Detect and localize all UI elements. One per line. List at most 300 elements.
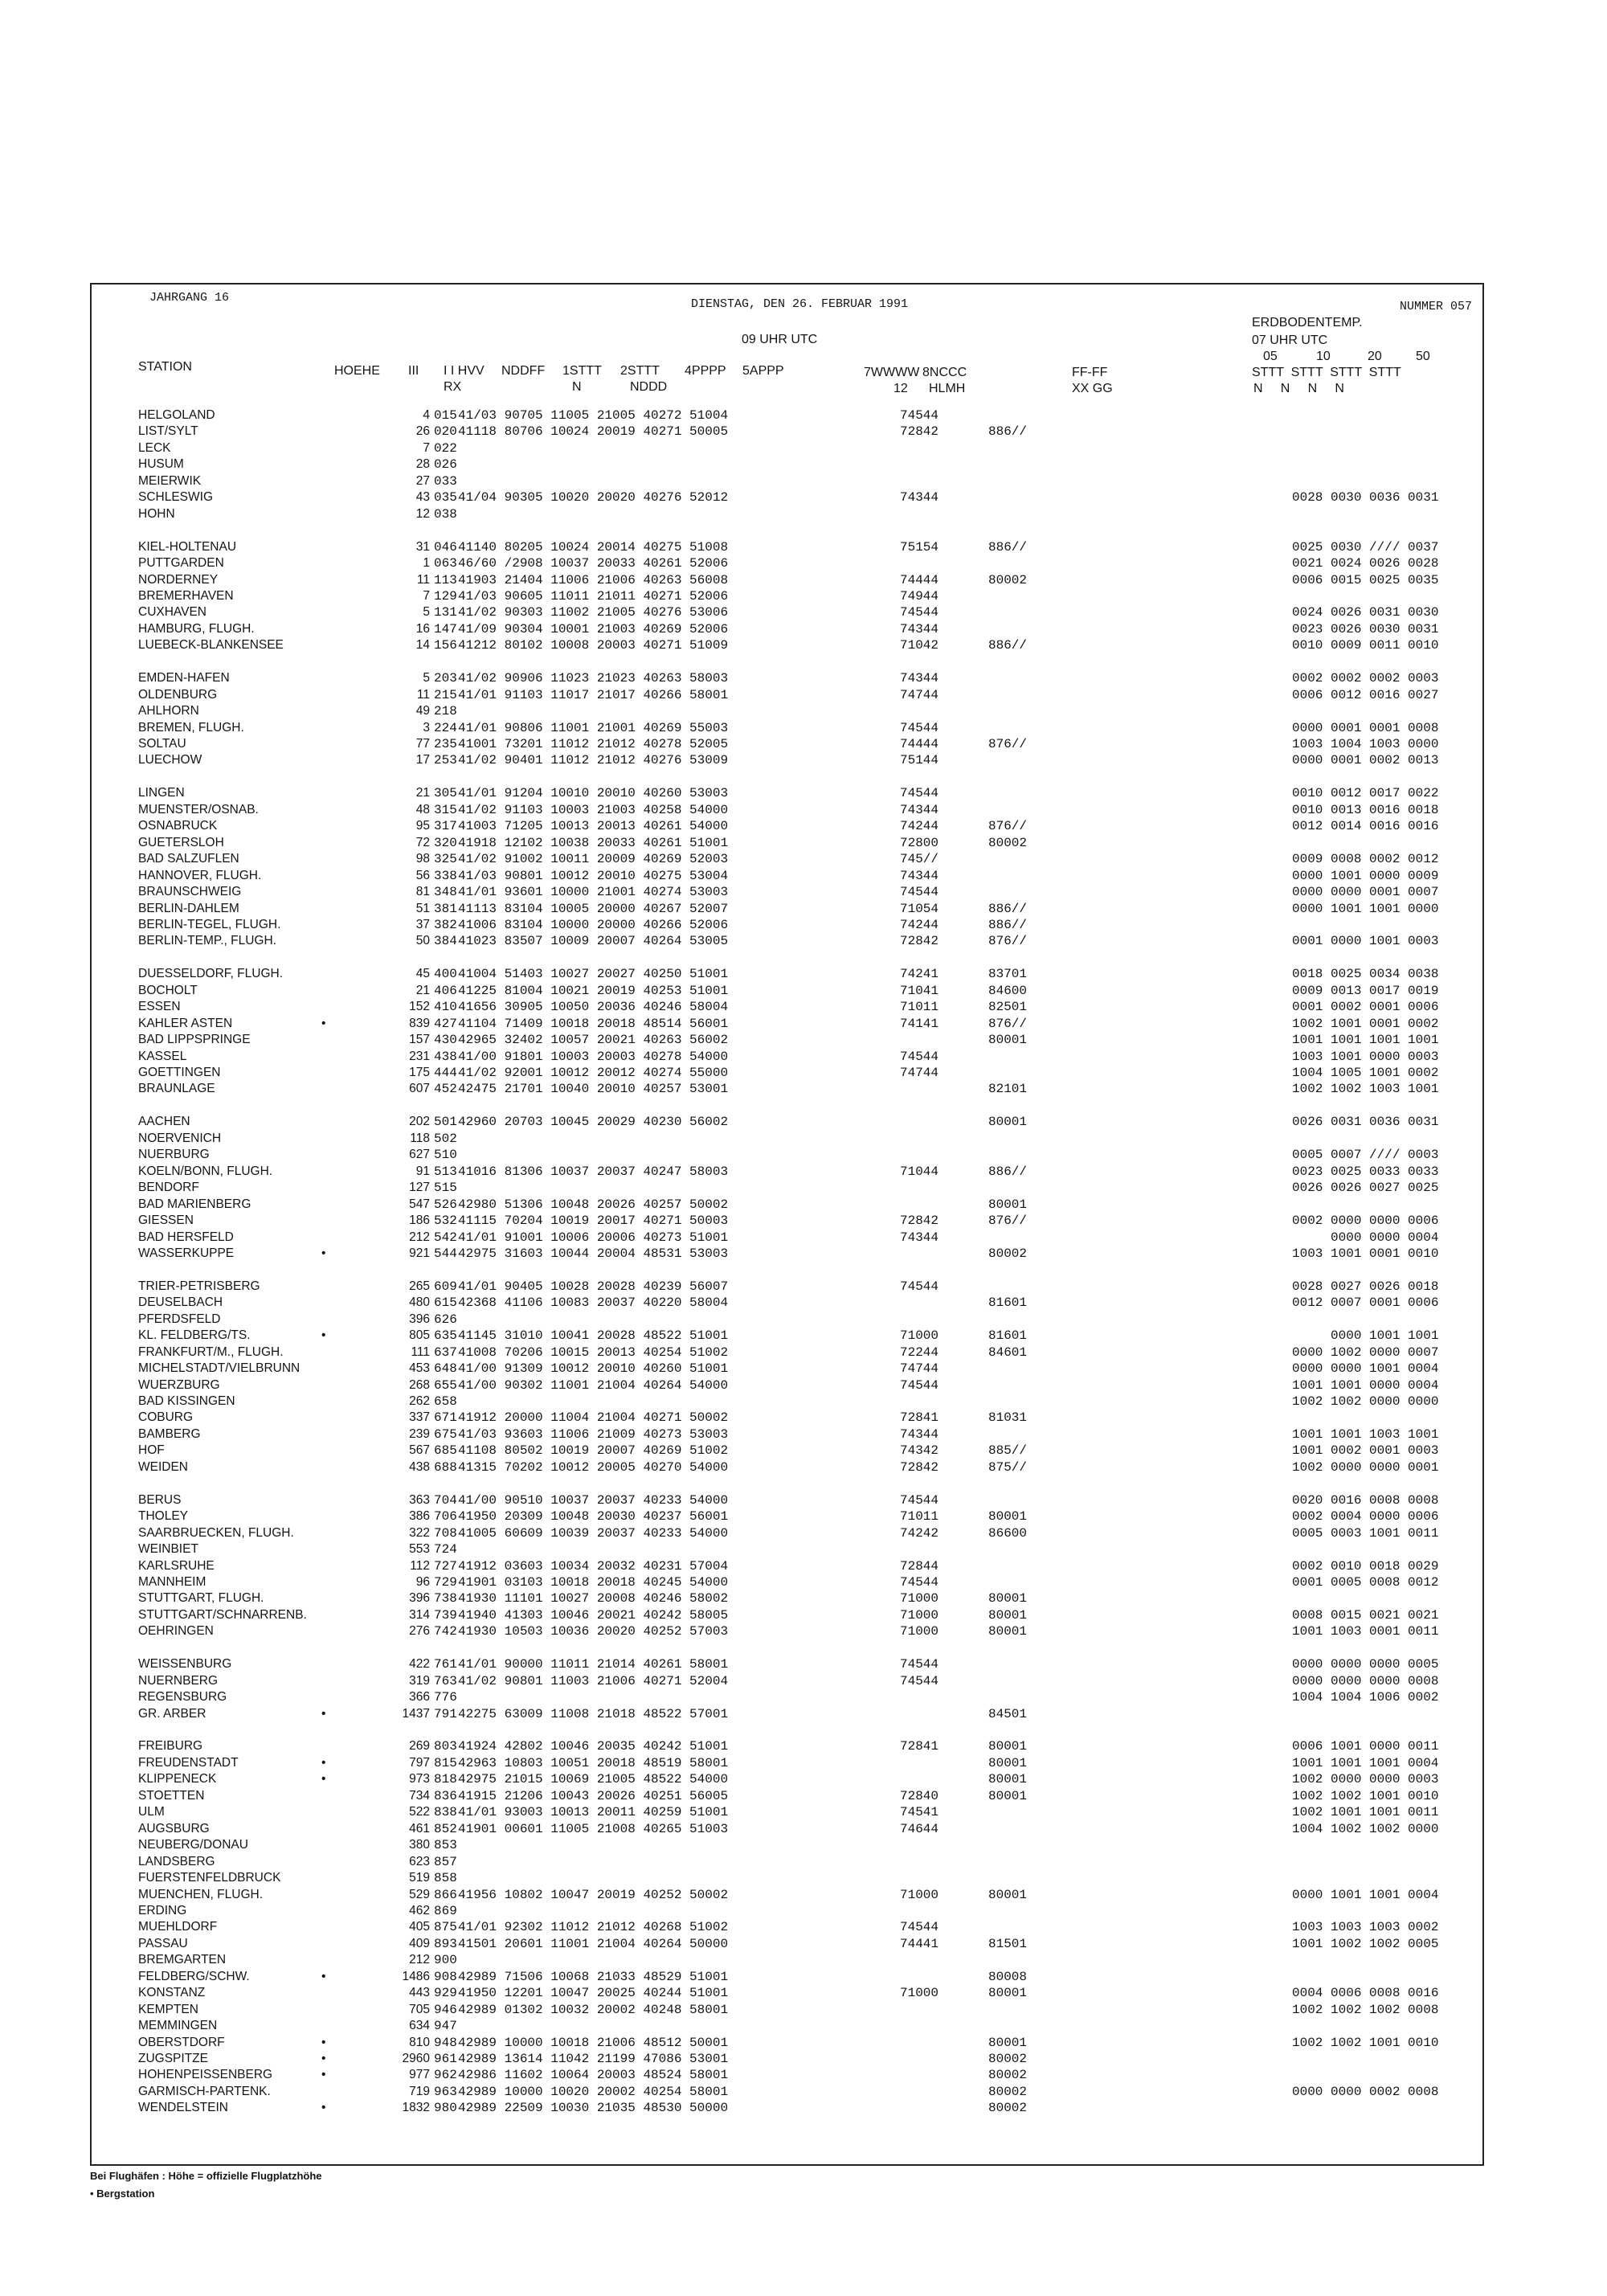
synop-groups: 41/01 91103 11017 21017 40266 58001 xyxy=(458,687,729,702)
table-row xyxy=(48,473,1495,489)
erdboden-values: 1002 0000 0000 0001 xyxy=(1292,1459,1439,1475)
station-iii: 609 xyxy=(434,1279,457,1294)
group-7wwww: 74541 xyxy=(900,1805,939,1820)
group-8nccc: 80002 xyxy=(988,2068,1028,2083)
station-hoehe: 231 xyxy=(409,1049,430,1063)
group-8nccc: 84601 xyxy=(988,1344,1028,1360)
station-hoehe: 45 xyxy=(415,967,430,981)
station-iii: 803 xyxy=(434,1739,457,1754)
synop-groups: 42975 31603 10044 20004 48531 53003 xyxy=(458,1246,729,1261)
station-iii: 947 xyxy=(434,2019,457,2034)
station-hoehe: 95 xyxy=(415,819,430,833)
erdboden-values: 1003 1001 0000 0003 xyxy=(1292,1049,1439,1064)
station-name: REGENSBURG xyxy=(138,1690,227,1705)
station-name: AACHEN xyxy=(138,1115,190,1129)
station-iii: 852 xyxy=(434,1821,457,1836)
station-hoehe: 212 xyxy=(409,1230,430,1244)
station-hoehe: 152 xyxy=(409,1000,430,1014)
bergstation-marker: • xyxy=(321,1246,326,1260)
erdboden-values: 0002 0002 0002 0003 xyxy=(1292,671,1439,686)
station-name: MUENCHEN, FLUGH. xyxy=(138,1887,264,1901)
synop-groups: 42963 10803 10051 20018 48519 58001 xyxy=(458,1755,729,1770)
group-8nccc: 80001 xyxy=(988,1607,1028,1623)
table-row xyxy=(48,2018,1495,2034)
synop-groups: 41140 80205 10024 20014 40275 51008 xyxy=(458,539,729,555)
station-hoehe: 461 xyxy=(409,1821,430,1836)
group-7wwww: 74544 xyxy=(900,1492,939,1508)
erdboden-values: 0006 1001 0000 0011 xyxy=(1292,1739,1439,1754)
station-iii: 022 xyxy=(434,440,457,456)
group-7wwww: 71000 xyxy=(900,1591,939,1606)
table-row xyxy=(48,835,1495,851)
station-iii: 406 xyxy=(434,983,457,998)
col-ffff: FF-FF xyxy=(1072,366,1108,379)
table-row xyxy=(48,1361,1495,1377)
station-iii: 325 xyxy=(434,852,457,867)
table-row xyxy=(48,818,1495,834)
erdboden-values: 0028 0027 0026 0018 xyxy=(1292,1279,1439,1294)
erdboden-values: 0000 1001 1001 0000 xyxy=(1292,901,1439,916)
station-name: PASSAU xyxy=(138,1936,188,1950)
station-hoehe: 118 xyxy=(410,1131,430,1145)
group-7wwww: 75144 xyxy=(900,753,939,768)
group-7wwww: 71054 xyxy=(900,901,939,916)
station-iii: 869 xyxy=(434,1903,457,1918)
station-hoehe: 386 xyxy=(409,1509,430,1524)
erdboden-values: 1001 1001 1001 0004 xyxy=(1292,1755,1439,1770)
erdboden-values: 0005 0003 1001 0011 xyxy=(1292,1525,1439,1541)
erdboden-values: 0000 0000 0001 0007 xyxy=(1292,885,1439,900)
table-row xyxy=(48,407,1495,424)
group-8nccc: 82501 xyxy=(988,1000,1028,1015)
group-7wwww: 74344 xyxy=(900,1426,939,1442)
table-row xyxy=(48,1854,1495,1870)
synop-groups: 42368 41106 10083 20037 40220 58004 xyxy=(458,1295,729,1311)
table-row xyxy=(48,1558,1495,1574)
station-iii: 515 xyxy=(434,1181,457,1196)
erdboden-values: 0026 0026 0027 0025 xyxy=(1292,1181,1439,1196)
table-row xyxy=(48,1771,1495,1787)
station-name: LINGEN xyxy=(138,786,185,800)
erdboden-values: 1003 1004 1003 0000 xyxy=(1292,737,1439,751)
station-name: OBERSTDORF xyxy=(138,2035,225,2049)
nummer-label: NUMMER 057 xyxy=(1400,300,1473,313)
station-name: WASSERKUPPE xyxy=(138,1246,235,1260)
erdboden-values: 0020 0016 0008 0008 xyxy=(1292,1492,1439,1508)
station-iii: 742 xyxy=(434,1624,457,1639)
footer-bergstation: • Bergstation xyxy=(90,2188,155,2200)
group-7wwww: 74141 xyxy=(900,1016,939,1031)
uhr07-label: 07 UHR UTC xyxy=(1252,334,1328,347)
table-row xyxy=(48,720,1495,736)
group-7wwww: 71000 xyxy=(900,1328,939,1344)
col-iihvv: I I HVV xyxy=(444,364,485,378)
group-7wwww: 74544 xyxy=(900,885,939,900)
group-8nccc: 80002 xyxy=(988,572,1028,587)
station-name: NORDERNEY xyxy=(138,572,219,587)
erdboden-values: 0000 1001 0000 0009 xyxy=(1292,868,1439,883)
station-iii: 382 xyxy=(434,917,457,932)
group-7wwww: 74544 xyxy=(900,408,939,423)
station-name: KONSTANZ xyxy=(138,1986,206,2000)
table-row xyxy=(48,703,1495,719)
group-8nccc: 80001 xyxy=(988,1887,1028,1902)
col-12: 12 xyxy=(893,382,908,395)
station-iii: 410 xyxy=(434,1000,457,1015)
table-row xyxy=(48,1246,1495,1262)
date-label: DIENSTAG, DEN 26. FEBRUAR 1991 xyxy=(691,297,909,311)
erdboden-values: 1002 1002 1003 1001 xyxy=(1292,1082,1439,1097)
erdboden-values: 0000 0000 0004 xyxy=(1292,1230,1439,1245)
table-row xyxy=(48,1673,1495,1689)
station-iii: 542 xyxy=(434,1230,457,1245)
station-iii: 381 xyxy=(434,901,457,916)
synop-groups: 41225 81004 10021 20019 40253 51001 xyxy=(458,983,729,998)
synop-groups: 41001 73201 11012 21012 40278 52005 xyxy=(458,737,729,751)
bergstation-marker: • xyxy=(321,1755,326,1770)
bergstation-marker: • xyxy=(321,1706,326,1721)
station-name: BENDORF xyxy=(138,1181,199,1195)
station-name: BAD HERSFELD xyxy=(138,1230,234,1244)
erdboden-values: 1002 1002 0000 0000 xyxy=(1292,1394,1439,1409)
station-name: MICHELSTADT/VIELBRUNN xyxy=(138,1361,301,1376)
station-hoehe: 567 xyxy=(409,1443,430,1458)
group-7wwww: 71000 xyxy=(900,1887,939,1902)
station-hoehe: 91 xyxy=(415,1164,430,1178)
synop-groups: 42986 11602 10064 20003 48524 58001 xyxy=(458,2068,729,2083)
station-name: NUERBURG xyxy=(138,1148,210,1162)
station-name: WEISSENBURG xyxy=(138,1657,232,1672)
synop-groups: 41912 20000 11004 21004 40271 50002 xyxy=(458,1410,729,1426)
station-hoehe: 77 xyxy=(415,737,430,751)
synop-groups: 42989 10000 10020 20002 40254 58001 xyxy=(458,2084,729,2099)
table-row xyxy=(48,1426,1495,1443)
erdboden-values: 0002 0004 0000 0006 xyxy=(1292,1509,1439,1525)
station-iii: 444 xyxy=(434,1066,457,1080)
table-row xyxy=(48,1377,1495,1394)
synop-groups: 41901 03103 10018 20018 40245 54000 xyxy=(458,1574,729,1590)
group-8nccc: 84501 xyxy=(988,1706,1028,1721)
erdboden-values: 0010 0012 0017 0022 xyxy=(1292,786,1439,801)
table-row xyxy=(48,1788,1495,1804)
erdboden-values: 0001 0002 0001 0006 xyxy=(1292,1000,1439,1015)
station-hoehe: 4 xyxy=(423,408,430,422)
station-name: PUTTGARDEN xyxy=(138,556,224,571)
jahrgang-label: JAHRGANG 16 xyxy=(149,291,230,305)
table-row xyxy=(48,1821,1495,1837)
synop-groups: 42980 51306 10048 20026 40257 50002 xyxy=(458,1197,729,1212)
station-iii: 658 xyxy=(434,1394,457,1409)
station-hoehe: 28 xyxy=(415,457,430,472)
erdboden-values: 0009 0008 0002 0012 xyxy=(1292,852,1439,867)
station-iii: 729 xyxy=(434,1574,457,1590)
station-iii: 688 xyxy=(434,1459,457,1475)
table-row xyxy=(48,2002,1495,2018)
table-row xyxy=(48,1164,1495,1180)
station-name: BERLIN-DAHLEM xyxy=(138,901,239,915)
group-7wwww: 74444 xyxy=(900,572,939,587)
synop-groups: 41/00 90302 11001 21004 40264 54000 xyxy=(458,1377,729,1393)
table-row xyxy=(48,1887,1495,1903)
synop-groups: 41903 21404 11006 21006 40263 56008 xyxy=(458,572,729,587)
station-name: BAD KISSINGEN xyxy=(138,1394,235,1408)
station-name: STOETTEN xyxy=(138,1788,205,1803)
station-iii: 033 xyxy=(434,473,457,489)
table-row xyxy=(48,1706,1495,1722)
erdboden-values: 1001 1003 0001 0011 xyxy=(1292,1624,1439,1639)
erdboden-values: 1003 1003 1003 0002 xyxy=(1292,1920,1439,1935)
station-hoehe: 634 xyxy=(409,2019,430,2033)
group-7wwww: 74342 xyxy=(900,1443,939,1459)
station-hoehe: 112 xyxy=(410,1558,430,1573)
station-name: KAHLER ASTEN xyxy=(138,1016,233,1030)
station-iii: 502 xyxy=(434,1131,457,1146)
group-7wwww: 74544 xyxy=(900,720,939,735)
col-n: N xyxy=(572,380,582,394)
station-name: KIEL-HOLTENAU xyxy=(138,539,237,554)
group-8nccc: 886// xyxy=(988,539,1028,555)
station-hoehe: 269 xyxy=(409,1739,430,1754)
erdboden-values: 0000 0001 0002 0013 xyxy=(1292,753,1439,768)
station-iii: 218 xyxy=(434,704,457,719)
synop-groups: 41901 00601 11005 21008 40265 51003 xyxy=(458,1821,729,1836)
erdboden-values: 0008 0015 0021 0021 xyxy=(1292,1607,1439,1623)
table-row xyxy=(48,604,1495,620)
station-iii: 113 xyxy=(434,572,457,587)
synop-groups: 41/09 90304 10001 21003 40269 52006 xyxy=(458,621,729,636)
station-hoehe: 363 xyxy=(409,1492,430,1507)
bergstation-marker: • xyxy=(321,2052,326,2065)
station-name: BAMBERG xyxy=(138,1426,201,1441)
station-iii: 791 xyxy=(434,1706,457,1721)
table-row xyxy=(48,1837,1495,1853)
station-iii: 704 xyxy=(434,1492,457,1508)
erdboden-values: 1002 1001 1001 0011 xyxy=(1292,1805,1439,1820)
group-8nccc: 886// xyxy=(988,638,1028,653)
group-7wwww: 72842 xyxy=(900,1213,939,1229)
station-iii: 980 xyxy=(434,2101,457,2116)
station-name: FREUDENSTADT xyxy=(138,1755,239,1770)
station-name: HOHN xyxy=(138,506,175,521)
group-7wwww: 72842 xyxy=(900,424,939,440)
station-iii: 532 xyxy=(434,1213,457,1229)
station-hoehe: 623 xyxy=(409,1854,430,1868)
synop-groups: 42475 21701 10040 20010 40257 53001 xyxy=(458,1082,729,1097)
station-iii: 815 xyxy=(434,1755,457,1770)
erdboden-values: 1001 0002 0001 0003 xyxy=(1292,1443,1439,1459)
station-hoehe: 3 xyxy=(423,720,430,735)
station-name: HELGOLAND xyxy=(138,408,215,422)
table-row xyxy=(48,1607,1495,1623)
group-7wwww: 74344 xyxy=(900,621,939,636)
station-name: NUERNBERG xyxy=(138,1673,219,1688)
station-hoehe: 16 xyxy=(415,621,430,636)
synop-groups: 41/02 92001 10012 20012 40274 55000 xyxy=(458,1066,729,1080)
station-iii: 438 xyxy=(434,1049,457,1064)
table-row xyxy=(48,1180,1495,1196)
synop-groups: 41115 70204 10019 20017 40271 50003 xyxy=(458,1213,729,1229)
group-8nccc: 86600 xyxy=(988,1525,1028,1541)
station-iii: 962 xyxy=(434,2068,457,2083)
station-iii: 427 xyxy=(434,1016,457,1031)
bergstation-marker: • xyxy=(321,1328,326,1343)
group-7wwww: 74244 xyxy=(900,819,939,834)
station-hoehe: 405 xyxy=(409,1920,430,1934)
station-hoehe: 839 xyxy=(409,1016,430,1030)
group-7wwww: 72842 xyxy=(900,1459,939,1475)
station-name: BERLIN-TEGEL, FLUGH. xyxy=(138,917,281,931)
synop-groups: 42965 32402 10057 20021 40263 56002 xyxy=(458,1033,729,1048)
col-5appp: 5APPP xyxy=(742,364,784,378)
station-name: BERUS xyxy=(138,1492,182,1507)
group-7wwww: 72244 xyxy=(900,1344,939,1360)
station-hoehe: 7 xyxy=(423,440,430,455)
erdboden-values: 0000 0000 1001 0004 xyxy=(1292,1361,1439,1377)
station-name: HANNOVER, FLUGH. xyxy=(138,868,262,882)
station-name: HAMBURG, FLUGH. xyxy=(138,621,255,636)
station-iii: 836 xyxy=(434,1788,457,1803)
station-iii: 727 xyxy=(434,1558,457,1574)
station-hoehe: 7 xyxy=(423,588,430,603)
station-iii: 305 xyxy=(434,786,457,801)
col-hoehe: HOEHE xyxy=(334,364,380,378)
table-row xyxy=(48,637,1495,653)
table-row xyxy=(48,1755,1495,1771)
station-iii: 671 xyxy=(434,1410,457,1426)
station-hoehe: 265 xyxy=(409,1279,430,1293)
synop-groups: 42960 20703 10045 20029 40230 56002 xyxy=(458,1115,729,1130)
station-name: NOERVENICH xyxy=(138,1131,222,1145)
station-hoehe: 480 xyxy=(409,1295,430,1310)
bergstation-marker: • xyxy=(321,1016,326,1030)
group-8nccc: 80001 xyxy=(988,1624,1028,1639)
group-7wwww: 74544 xyxy=(900,605,939,620)
group-7wwww: 74242 xyxy=(900,1525,939,1541)
station-hoehe: 81 xyxy=(415,885,430,899)
synop-groups: 41950 12201 10047 20025 40244 51001 xyxy=(458,1986,729,2001)
station-name: ZUGSPITZE xyxy=(138,2052,208,2065)
table-row xyxy=(48,2051,1495,2067)
group-7wwww: 74544 xyxy=(900,1657,939,1672)
station-name: SAARBRUECKEN, FLUGH. xyxy=(138,1525,294,1540)
station-hoehe: 37 xyxy=(415,917,430,931)
col-depth-10: 10 xyxy=(1316,350,1331,363)
station-iii: 035 xyxy=(434,490,457,505)
station-name: KL. FELDBERG/TS. xyxy=(138,1328,251,1343)
col-2sttt: 2STTT xyxy=(620,364,660,378)
station-name: GARMISCH-PARTENK. xyxy=(138,2084,271,2098)
erdboden-values: 1004 1004 1006 0002 xyxy=(1292,1690,1439,1705)
station-iii: 866 xyxy=(434,1887,457,1902)
synop-groups: 41912 03603 10034 20032 40231 57004 xyxy=(458,1558,729,1574)
erdboden-values: 1002 0000 0000 0003 xyxy=(1292,1772,1439,1787)
synop-groups: 41104 71409 10018 20018 48514 56001 xyxy=(458,1016,729,1031)
erdboden-values: 0023 0025 0033 0033 xyxy=(1292,1164,1439,1179)
station-hoehe: 56 xyxy=(415,868,430,882)
station-hoehe: 21 xyxy=(415,983,430,997)
erdboden-values: 0018 0025 0034 0038 xyxy=(1292,967,1439,982)
station-name: GOETTINGEN xyxy=(138,1066,221,1079)
synop-groups: 41/04 90305 10020 20020 40276 52012 xyxy=(458,490,729,505)
station-name: BOCHOLT xyxy=(138,983,198,997)
station-name: PFERDSFELD xyxy=(138,1312,221,1326)
erdboden-values: 1002 1002 1001 0010 xyxy=(1292,2035,1439,2050)
col-depth-50: 50 xyxy=(1416,350,1430,363)
station-iii: 853 xyxy=(434,1838,457,1853)
table-row xyxy=(48,588,1495,604)
col-sttt-set: STTT STTT STTT STTT xyxy=(1252,366,1401,379)
station-hoehe: 462 xyxy=(409,1903,430,1917)
station-hoehe: 239 xyxy=(409,1426,430,1441)
table-row xyxy=(48,424,1495,440)
station-iii: 235 xyxy=(434,737,457,751)
erdboden-values: 0000 1001 1001 0004 xyxy=(1292,1887,1439,1902)
station-name: ESSEN xyxy=(138,1000,181,1014)
group-7wwww: 71011 xyxy=(900,1000,939,1015)
table-row xyxy=(48,736,1495,752)
table-row xyxy=(48,1049,1495,1065)
station-iii: 131 xyxy=(434,605,457,620)
table-row xyxy=(48,1508,1495,1525)
group-8nccc: 81501 xyxy=(988,1936,1028,1951)
station-iii: 452 xyxy=(434,1082,457,1097)
erdboden-values: 0025 0030 //// 0037 xyxy=(1292,539,1439,555)
synop-groups: 41108 80502 10019 20007 40269 51002 xyxy=(458,1443,729,1459)
group-7wwww: 72800 xyxy=(900,835,939,850)
synop-groups: 41315 70202 10012 20005 40270 54000 xyxy=(458,1459,729,1475)
station-name: CUXHAVEN xyxy=(138,605,206,620)
station-hoehe: 529 xyxy=(409,1887,430,1901)
footer-note: Bei Flughäfen : Höhe = offizielle Flugplatzhöhe xyxy=(90,2170,322,2182)
station-hoehe: 443 xyxy=(409,1986,430,2000)
table-row xyxy=(48,489,1495,505)
erdboden-values: 1001 1001 0000 0004 xyxy=(1292,1377,1439,1393)
station-hoehe: 127 xyxy=(409,1181,430,1195)
group-7wwww: 71042 xyxy=(900,638,939,653)
synop-groups: 41/01 90806 11001 21001 40269 55003 xyxy=(458,720,729,735)
station-iii: 338 xyxy=(434,868,457,883)
station-name: STUTTGART, FLUGH. xyxy=(138,1591,264,1606)
table-row xyxy=(48,868,1495,884)
station-name: LECK xyxy=(138,440,171,455)
col-hlmh: HLMH xyxy=(929,382,966,395)
station-name: FUERSTENFELDBRUCK xyxy=(138,1871,281,1885)
group-7wwww: 74344 xyxy=(900,802,939,817)
group-7wwww: 72844 xyxy=(900,1558,939,1574)
table-row xyxy=(48,1804,1495,1820)
table-row xyxy=(48,440,1495,456)
station-name: WUERZBURG xyxy=(138,1377,220,1392)
group-8nccc: 875// xyxy=(988,1459,1028,1475)
group-7wwww: 72840 xyxy=(900,1788,939,1803)
station-iii: 655 xyxy=(434,1377,457,1393)
table-row xyxy=(48,1147,1495,1163)
erdboden-values: 0000 0000 0002 0008 xyxy=(1292,2084,1439,2099)
station-iii: 857 xyxy=(434,1854,457,1869)
station-iii: 203 xyxy=(434,671,457,686)
erdboden-values: 1002 1002 1002 0008 xyxy=(1292,2002,1439,2017)
station-iii: 063 xyxy=(434,556,457,571)
table-row xyxy=(48,1590,1495,1606)
table-row xyxy=(48,1394,1495,1410)
station-hoehe: 50 xyxy=(415,934,430,948)
station-hoehe: 186 xyxy=(409,1213,430,1228)
table-row xyxy=(48,670,1495,686)
station-hoehe: 268 xyxy=(409,1377,430,1392)
group-7wwww: 74544 xyxy=(900,1920,939,1935)
station-name: STUTTGART/SCHNARRENB. xyxy=(138,1607,307,1622)
group-7wwww: 71000 xyxy=(900,1986,939,2001)
